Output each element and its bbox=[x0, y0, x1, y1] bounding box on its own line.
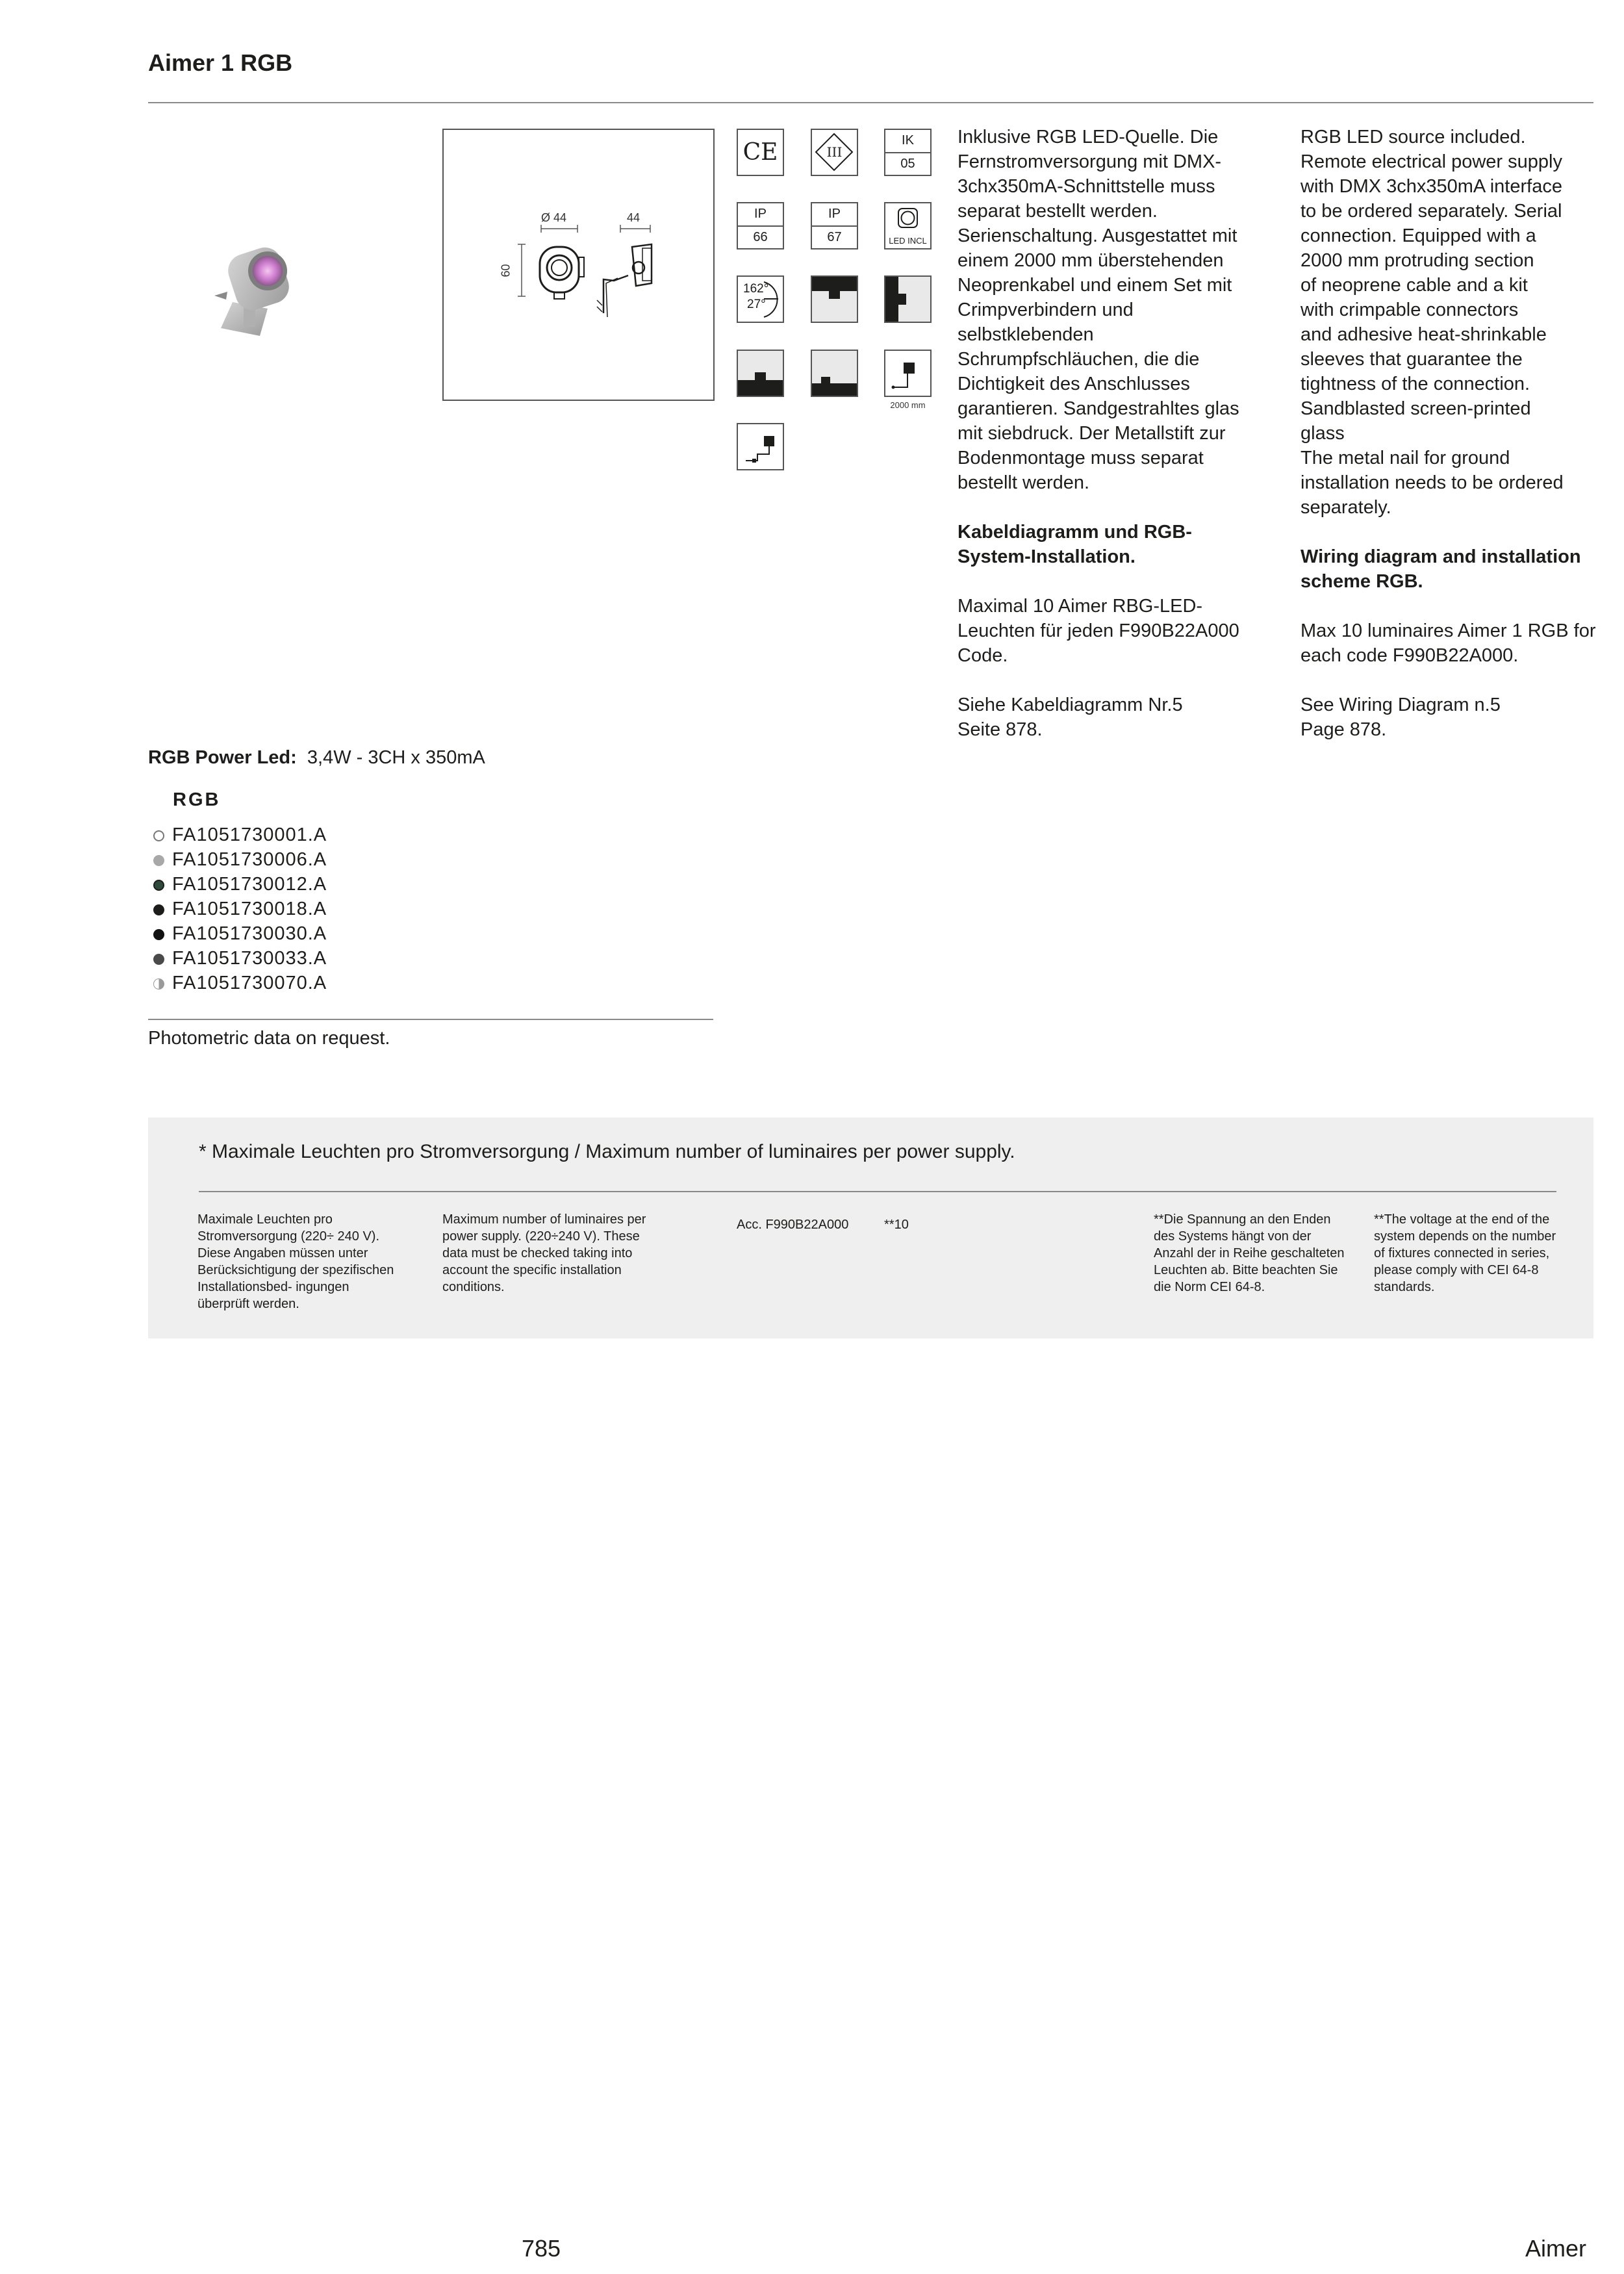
ik-value: 05 bbox=[900, 156, 915, 171]
english-description: RGB LED source included. Remote electrical power supply with DMX 3chx350mA interface to be ordered separately. Serial connection. Equipped with a 2000 mm protruding section of neoprene cable and a kit with crimpable connectors and adhesive heat-shrinkable sleeves that guarantee the tightness of the connection. Sandblasted screen-printed glass The metal nail for ground installation needs to be ordered separately. bbox=[1300, 127, 1564, 518]
page-title: Aimer 1 RGB bbox=[148, 49, 293, 76]
power-value: 3,4W - 3CH x 350mA bbox=[307, 747, 485, 768]
german-wiring-text: Maximal 10 Aimer RBG-LED-Leuchten für jeden F990B22A000 Code. bbox=[958, 596, 1239, 666]
ground-mount-icon bbox=[737, 350, 784, 397]
ik-label: IK bbox=[885, 130, 930, 153]
cable-length-icon bbox=[884, 350, 932, 397]
color-swatch-anthracite bbox=[153, 954, 164, 965]
variant-item: FA1051730012.A bbox=[153, 872, 327, 897]
variant-item: FA1051730070.A bbox=[153, 971, 327, 995]
beam-angle-icon: 162° 27° bbox=[737, 275, 784, 323]
page-number: 785 bbox=[522, 2235, 561, 2262]
color-swatch-grey bbox=[153, 855, 164, 866]
panel-acc-value: **10 bbox=[884, 1218, 909, 1232]
variant-item: FA1051730006.A bbox=[153, 847, 327, 872]
panel-en-note: Maximum number of luminaires per power supply. (220÷240 V). These data must be checked taking into account the specific installation conditions. bbox=[442, 1212, 646, 1294]
german-column bbox=[958, 125, 1263, 742]
class-iii-icon: III bbox=[811, 129, 858, 176]
ip66-icon: IP 66 bbox=[737, 202, 784, 249]
ceiling-mount-icon bbox=[811, 275, 858, 323]
dimension-width: 44 bbox=[627, 211, 641, 224]
product-photo bbox=[208, 224, 305, 341]
ip67-icon: IP 67 bbox=[811, 202, 858, 249]
ik-rating-icon bbox=[884, 129, 932, 176]
led-included-icon: LED INCL bbox=[884, 202, 932, 249]
german-wiring-heading: Kabeldiagramm und RGB-System-Installation. bbox=[958, 522, 1192, 567]
color-swatch-black bbox=[153, 904, 164, 915]
panel-en-voltage: **The voltage at the end of the system depends on the number of fixtures connected in series, please comply with CEI 64-8 standards. bbox=[1374, 1212, 1556, 1294]
photometric-note: Photometric data on request. bbox=[148, 1028, 390, 1049]
english-wiring-heading: Wiring diagram and installation scheme RGB. bbox=[1300, 546, 1581, 592]
english-see-page: Page 878. bbox=[1300, 719, 1387, 740]
cable-length-label: 2000 mm bbox=[890, 400, 926, 410]
panel-divider bbox=[199, 1191, 1556, 1192]
german-see-page: Seite 878. bbox=[958, 719, 1043, 740]
power-label: RGB Power Led: bbox=[148, 747, 297, 768]
ce-mark-icon: CE bbox=[737, 129, 784, 176]
power-spec bbox=[148, 747, 485, 769]
panel-title: * Maximale Leuchten pro Stromversorgung / Maximum number of luminaires per power supply. bbox=[199, 1141, 1015, 1162]
variant-item: FA1051730001.A bbox=[153, 823, 327, 847]
title-divider bbox=[148, 102, 1593, 103]
section-name: Aimer bbox=[1525, 2235, 1587, 2262]
variant-item: FA1051730033.A bbox=[153, 946, 327, 971]
german-description: Inklusive RGB LED-Quelle. Die Fernstromversorgung mit DMX-3chx350mA-Schnittstelle muss separat bestellt werden. Serienschaltung. Ausgestattet mit einem 2000 mm überstehenden Neoprenkabel und einem Set mit Crimpverbindern und selbstklebenden Schrumpfschläuchen, die die Dichtigkeit des Anschlusses garantieren. Sandgestrahltes glas mit siebdruck. Der Metallstift zur Bodenmontage muss separat bestellt werden. bbox=[958, 127, 1239, 493]
remote-driver-icon bbox=[737, 423, 784, 470]
dimension-height: 60 bbox=[499, 264, 513, 277]
panel-acc-code: Acc. F990B22A000 bbox=[737, 1218, 849, 1232]
english-wiring-text: Max 10 luminaires Aimer 1 RGB for each code F990B22A000. bbox=[1300, 620, 1596, 666]
variant-item: FA1051730030.A bbox=[153, 921, 327, 946]
german-see-diagram: Siehe Kabeldiagramm Nr.5 bbox=[958, 695, 1183, 715]
spike-mount-icon bbox=[811, 350, 858, 397]
color-swatch-half-grey bbox=[153, 978, 164, 990]
variants-heading: RGB bbox=[173, 789, 221, 810]
color-swatch-dark-green bbox=[153, 880, 164, 891]
variant-item: FA1051730018.A bbox=[153, 897, 327, 921]
panel-de-voltage: **Die Spannung an den Enden des Systems hängt von der Anzahl der in Reihe geschalteten Leuchten ab. Bitte beachten Sie die Norm CEI 64-8. bbox=[1154, 1212, 1345, 1294]
technical-drawing bbox=[442, 129, 715, 401]
variants-divider bbox=[148, 1019, 713, 1020]
english-column bbox=[1300, 125, 1599, 742]
wall-mount-icon bbox=[884, 275, 932, 323]
english-see-diagram: See Wiring Diagram n.5 bbox=[1300, 695, 1501, 715]
dimension-diameter: Ø 44 bbox=[541, 211, 567, 224]
panel-de-note: Maximale Leuchten pro Stromversorgung (220÷ 240 V). Diese Angaben müssen unter Berücksichtigung der spezifischen Installationsbed- ingungen überprüft werden. bbox=[197, 1212, 394, 1311]
color-swatch-deep-black bbox=[153, 929, 164, 940]
color-swatch-white bbox=[153, 830, 164, 841]
